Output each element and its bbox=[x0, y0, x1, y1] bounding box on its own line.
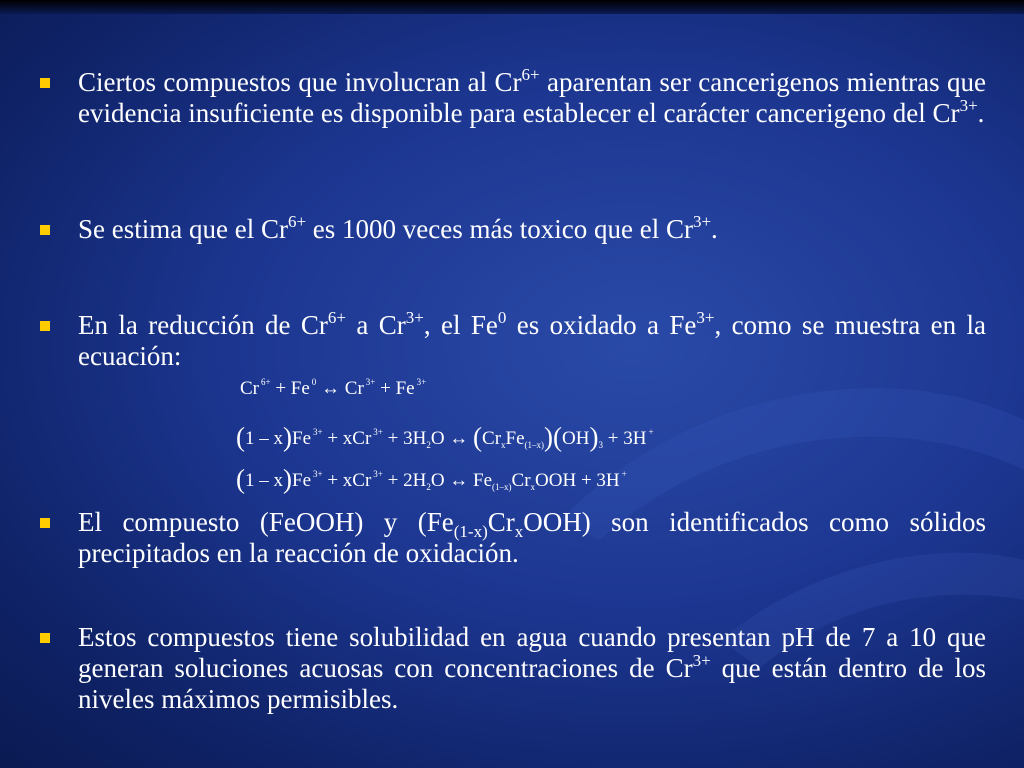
bullet-marker bbox=[40, 518, 50, 528]
eq-subscript: x bbox=[530, 482, 536, 492]
text-span: aparentan ser cancerigenos mientras que evidencia insuficiente es disponible para establecer el carácter cancerigeno del Cr bbox=[78, 67, 986, 128]
eq-paren: ) bbox=[589, 422, 599, 452]
text-span: a Cr bbox=[346, 310, 406, 340]
eq-superscript: 0 bbox=[311, 377, 317, 387]
eq-term: ↔ Cr bbox=[316, 378, 364, 399]
superscript: 3+ bbox=[692, 651, 711, 670]
eq-term: + 2H bbox=[382, 470, 427, 491]
eq-superscript: 3+ bbox=[373, 427, 383, 437]
bullet-item-2 bbox=[40, 214, 986, 245]
text-span: Cr bbox=[487, 507, 515, 537]
text-span: , como se muestra en la ecuación: bbox=[78, 310, 986, 371]
superscript: 6+ bbox=[287, 212, 307, 231]
equation-2 bbox=[236, 420, 654, 451]
eq-subscript: 2 bbox=[426, 440, 431, 450]
subscript: (1-x) bbox=[453, 522, 488, 541]
eq-superscript: 3+ bbox=[416, 377, 427, 387]
eq-term: + Fe bbox=[375, 378, 415, 399]
superscript: 6+ bbox=[521, 65, 540, 84]
eq-paren: ( bbox=[473, 422, 483, 452]
eq-superscript: 3+ bbox=[313, 469, 323, 479]
bullet-item-4 bbox=[40, 507, 986, 569]
text-span: . bbox=[977, 98, 985, 128]
eq-term: Cr bbox=[240, 378, 259, 399]
bullet-text bbox=[78, 67, 986, 129]
superscript: 3+ bbox=[696, 308, 715, 327]
eq-term: O ↔ Fe bbox=[430, 470, 493, 491]
eq-paren: ( bbox=[553, 422, 563, 452]
eq-superscript: + bbox=[648, 427, 654, 437]
subscript: x bbox=[514, 522, 524, 541]
eq-term: Cr bbox=[511, 470, 531, 491]
eq-superscript: 3+ bbox=[365, 377, 376, 387]
superscript: 3+ bbox=[692, 212, 712, 231]
eq-term: OH bbox=[562, 428, 590, 449]
eq-subscript: x bbox=[501, 440, 506, 450]
bullet-marker bbox=[40, 633, 50, 643]
eq-subscript: 3 bbox=[598, 440, 603, 450]
bullet-marker bbox=[40, 78, 50, 88]
eq-paren: ) bbox=[544, 422, 554, 452]
eq-subscript: (1–x) bbox=[524, 440, 545, 450]
superscript: 0 bbox=[497, 308, 507, 327]
eq-superscript: 6+ bbox=[261, 377, 271, 387]
eq-term: 1 – x bbox=[245, 428, 283, 449]
eq-paren: ( bbox=[236, 464, 245, 494]
eq-term: + 3H bbox=[603, 428, 647, 449]
eq-superscript: 3+ bbox=[373, 469, 383, 479]
bullet-text bbox=[78, 214, 986, 245]
equation-1 bbox=[240, 378, 426, 400]
eq-subscript: (1–x) bbox=[492, 482, 512, 492]
superscript: 3+ bbox=[959, 96, 978, 115]
superscript: 6+ bbox=[327, 308, 347, 327]
eq-paren: ) bbox=[283, 422, 292, 452]
text-span: Ciertos compuestos que involucran al Cr bbox=[78, 67, 522, 97]
bullet-text bbox=[78, 622, 986, 715]
text-span: es 1000 veces más toxico que el Cr bbox=[306, 214, 693, 244]
text-span: Estos compuestos tiene solubilidad en agua cuando presentan pH de 7 a 10 que generan soluciones acuosas con concentraciones de Cr bbox=[78, 622, 986, 683]
bullet-item-3 bbox=[40, 310, 986, 372]
eq-paren: ) bbox=[283, 464, 292, 494]
eq-term: 1 – x bbox=[245, 470, 283, 491]
bullet-text bbox=[78, 507, 986, 569]
eq-term: Cr bbox=[482, 428, 502, 449]
eq-term: + xCr bbox=[322, 470, 372, 491]
bullet-text bbox=[78, 310, 986, 372]
eq-superscript: + bbox=[621, 469, 627, 479]
eq-term: Fe bbox=[292, 470, 311, 491]
bullet-item-5 bbox=[40, 622, 986, 715]
eq-term: OOH + 3H bbox=[535, 470, 620, 491]
eq-term: + xCr bbox=[322, 428, 372, 449]
superscript: 3+ bbox=[405, 308, 424, 327]
eq-term: O ↔ bbox=[430, 428, 474, 449]
bullet-marker bbox=[40, 225, 50, 235]
eq-superscript: 3+ bbox=[313, 427, 323, 437]
eq-subscript: 2 bbox=[426, 482, 431, 492]
text-span: OOH) son identificados como sólidos precipitados en la reacción de oxidación. bbox=[78, 507, 986, 568]
eq-term: Fe bbox=[292, 428, 311, 449]
text-span: que están dentro de los niveles máximos permisibles. bbox=[78, 653, 986, 714]
text-span: Se estima que el Cr bbox=[78, 214, 288, 244]
eq-term: + 3H bbox=[382, 428, 427, 449]
text-span: es oxidado a Fe bbox=[506, 310, 697, 340]
equation-3 bbox=[236, 462, 627, 493]
eq-term: Fe bbox=[505, 428, 525, 449]
text-span: El compuesto (FeOOH) y (Fe bbox=[78, 507, 454, 537]
text-span: En la reducción de Cr bbox=[78, 310, 328, 340]
eq-term: + Fe bbox=[270, 378, 310, 399]
bullet-item-1 bbox=[40, 67, 986, 129]
eq-paren: ( bbox=[236, 422, 245, 452]
bullet-marker bbox=[40, 321, 50, 331]
text-span: , el Fe bbox=[423, 310, 498, 340]
text-span: . bbox=[711, 214, 718, 244]
